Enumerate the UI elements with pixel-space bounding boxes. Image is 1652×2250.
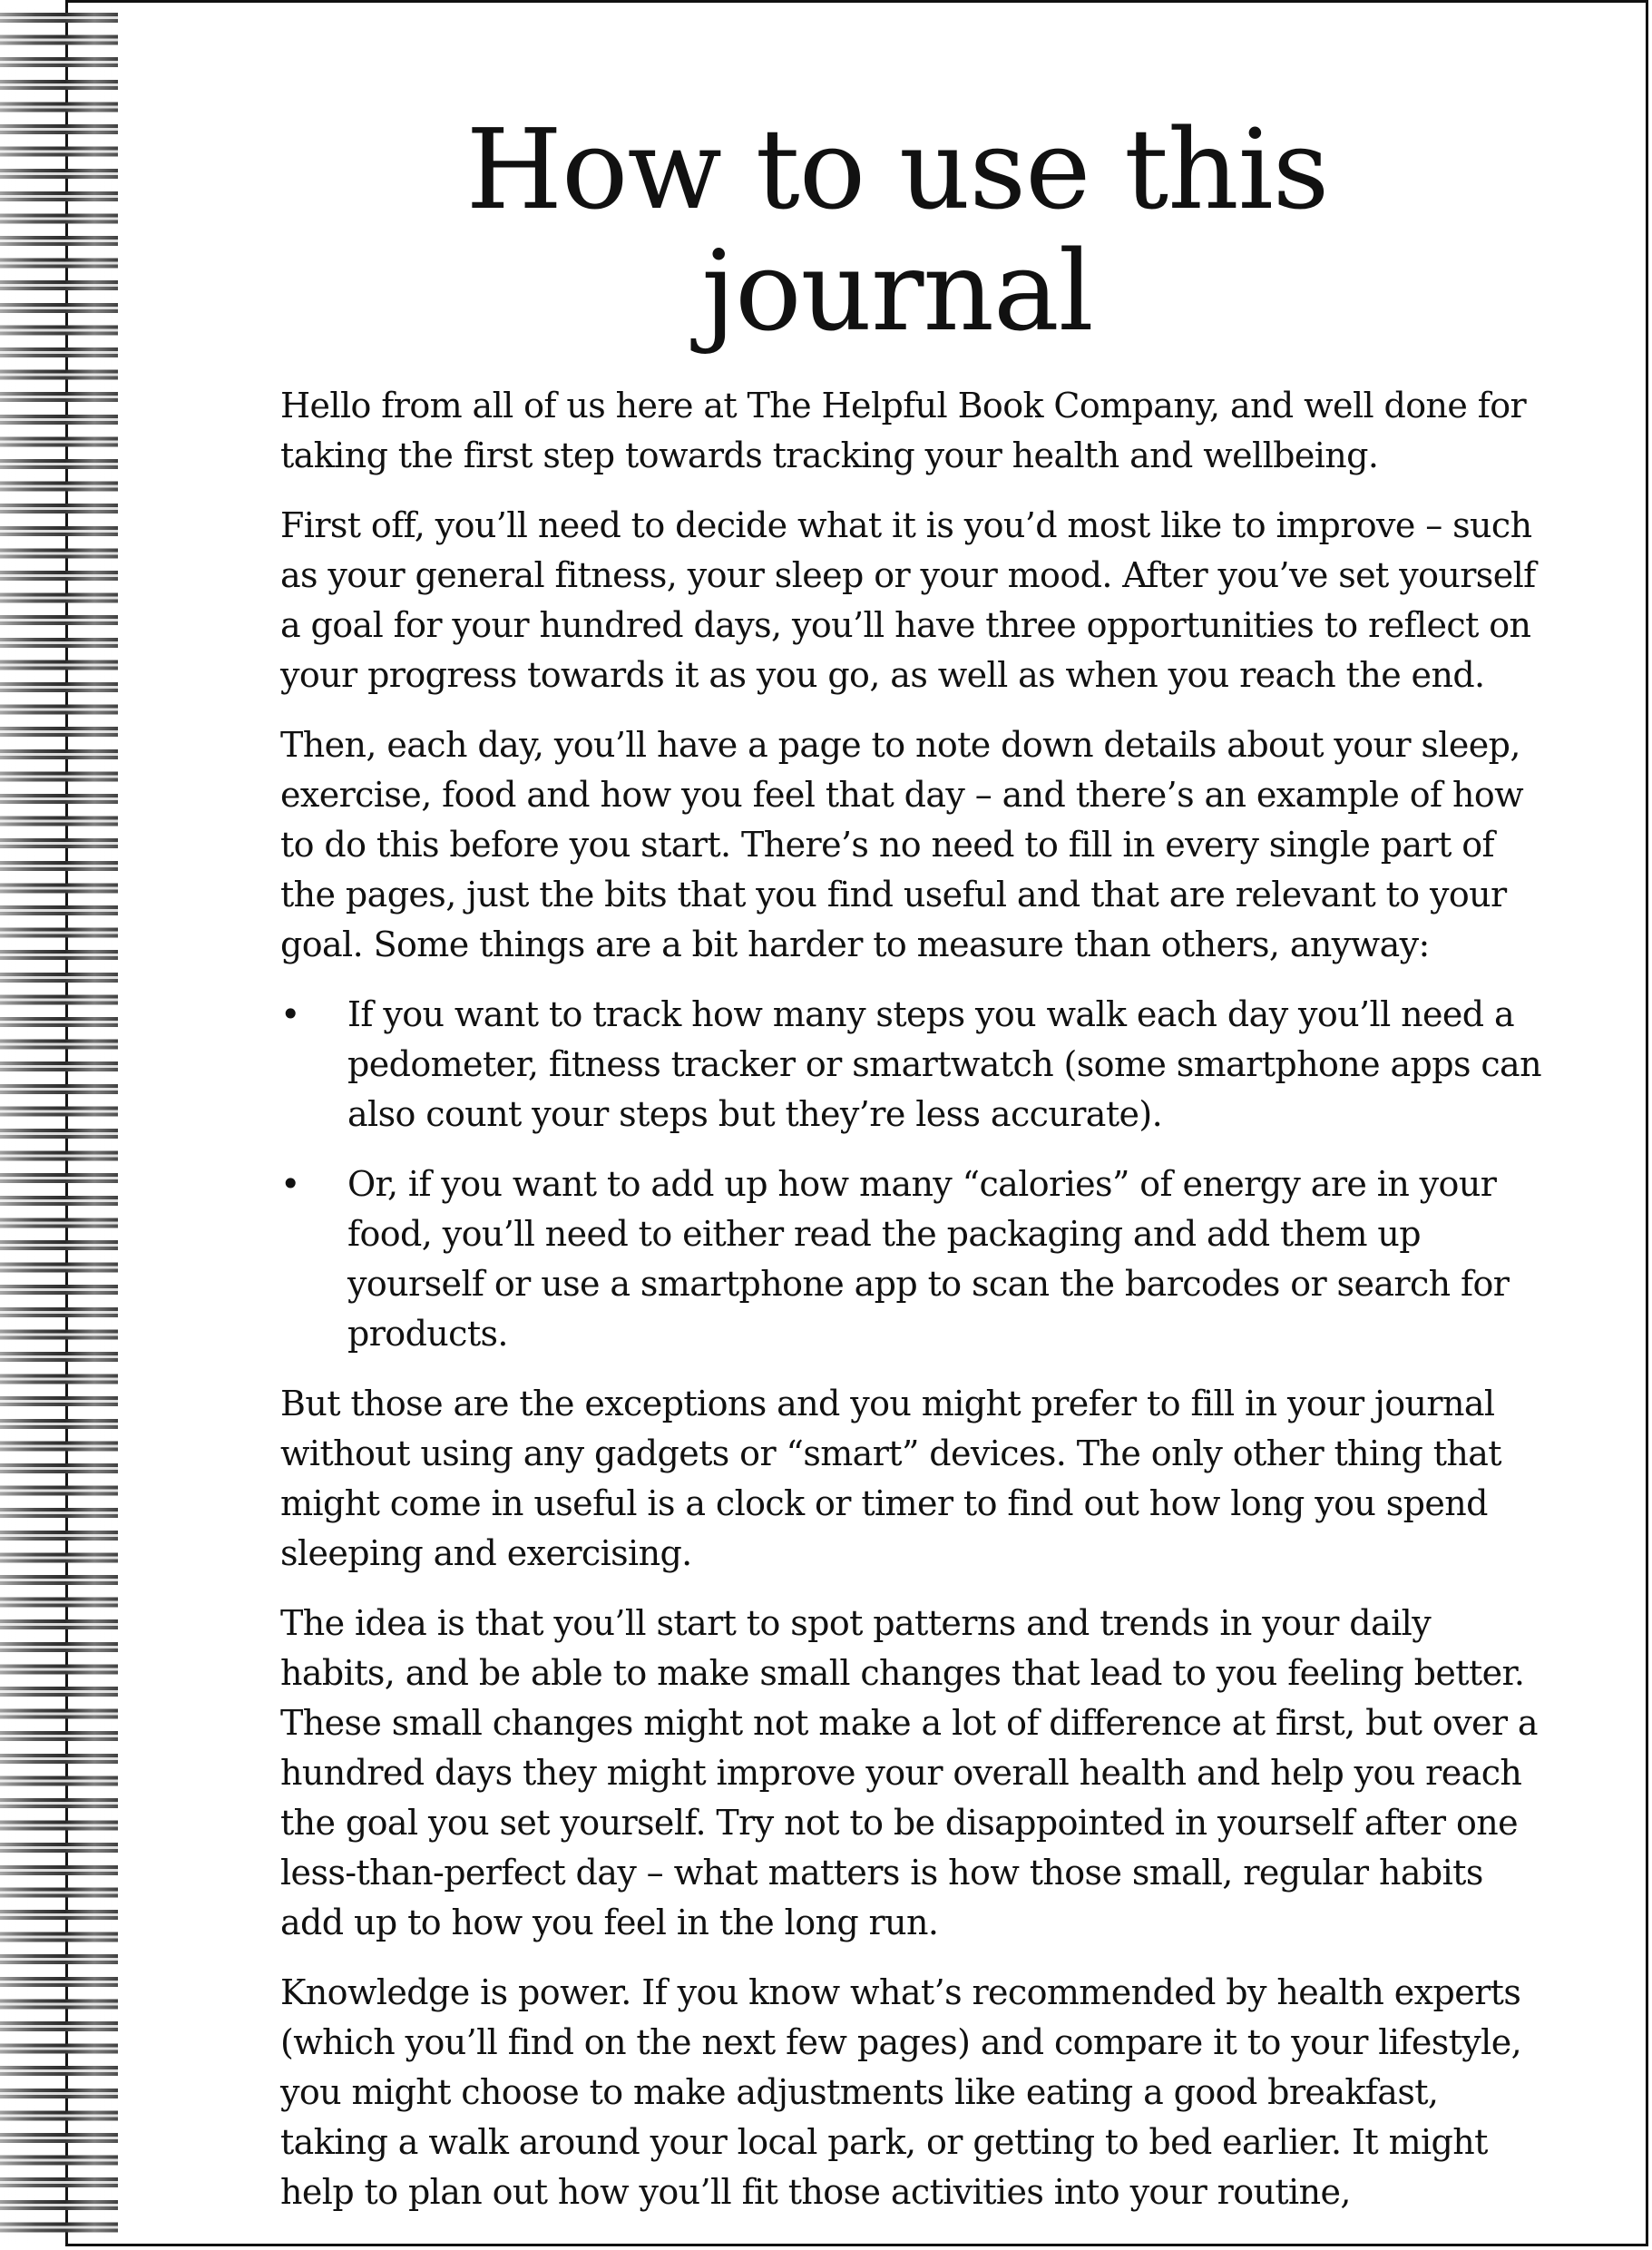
page-content <box>280 105 1550 2237</box>
bullet-icon: • <box>280 1164 300 1205</box>
goal-paragraph: First off, you’ll need to decide what it is you’d most like to improve – such as your general fitness, your sleep or your mood. After you’ve set yourself a goal for your hundred days, you’ll have three opportunities to reflect on your progress towards it as you go, as well as when you reach the end. <box>280 505 1536 696</box>
spiral-binding <box>0 7 118 2244</box>
knowledge-paragraph: Knowledge is power. If you know what’s recommended by health experts (which you’ll find on the next few pages) and compare it to your lifestyle, you might choose to make adjustments like eating a good breakfast, taking a walk around your local park, or getting to bed earlier. It might help to plan out how you’ll fit those activities into your routine, <box>280 1972 1522 2213</box>
intro-paragraph: Hello from all of us here at The Helpful Book Company, and well done for taking the first step towards tracking your health and wellbeing. <box>280 386 1527 476</box>
list-item-text: Or, if you want to add up how many “calories” of energy are in your food, you’ll need to either read the packaging and add them up yourself or use a smartphone app to scan the barcodes or search for products. <box>347 1164 1510 1355</box>
bullet-list <box>280 990 1550 1359</box>
exceptions-paragraph: But those are the exceptions and you might prefer to fill in your journal without using any gadgets or “smart” devices. The only other thing that might come in useful is a clock or timer to find out how long you spend sleeping and exercising. <box>280 1384 1501 1574</box>
patterns-paragraph: The idea is that you’ll start to spot patterns and trends in your daily habits, and be able to make small changes that lead to you feeling better. These small changes might not make a lot of difference at first, but over a hundred days they might improve your overall health and help you reach the goal you set yourself. Try not to be disappointed in yourself after one less-than-perfect day – what matters is how those small, regular habits add up to how you feel in the long run. <box>280 1603 1538 1943</box>
list-item <box>280 1159 1550 1359</box>
daily-page-paragraph: Then, each day, you’ll have a page to note down details about your sleep, exercise, food and how you feel that day – and there’s an example of how to do this before you start. There’s no need to fill in every single part of the pages, just the bits that you find useful and that are relevant to your goal. Some things are a bit harder to measure than others, anyway: <box>280 725 1524 965</box>
bullet-icon: • <box>280 994 300 1035</box>
list-item <box>280 990 1550 1140</box>
list-item-text: If you want to track how many steps you walk each day you’ll need a pedometer, fitness tracker or smartwatch (some smartphone apps can also count your steps but they’re less accurate). <box>347 994 1541 1135</box>
page-title: How to use this journal <box>465 105 1329 357</box>
